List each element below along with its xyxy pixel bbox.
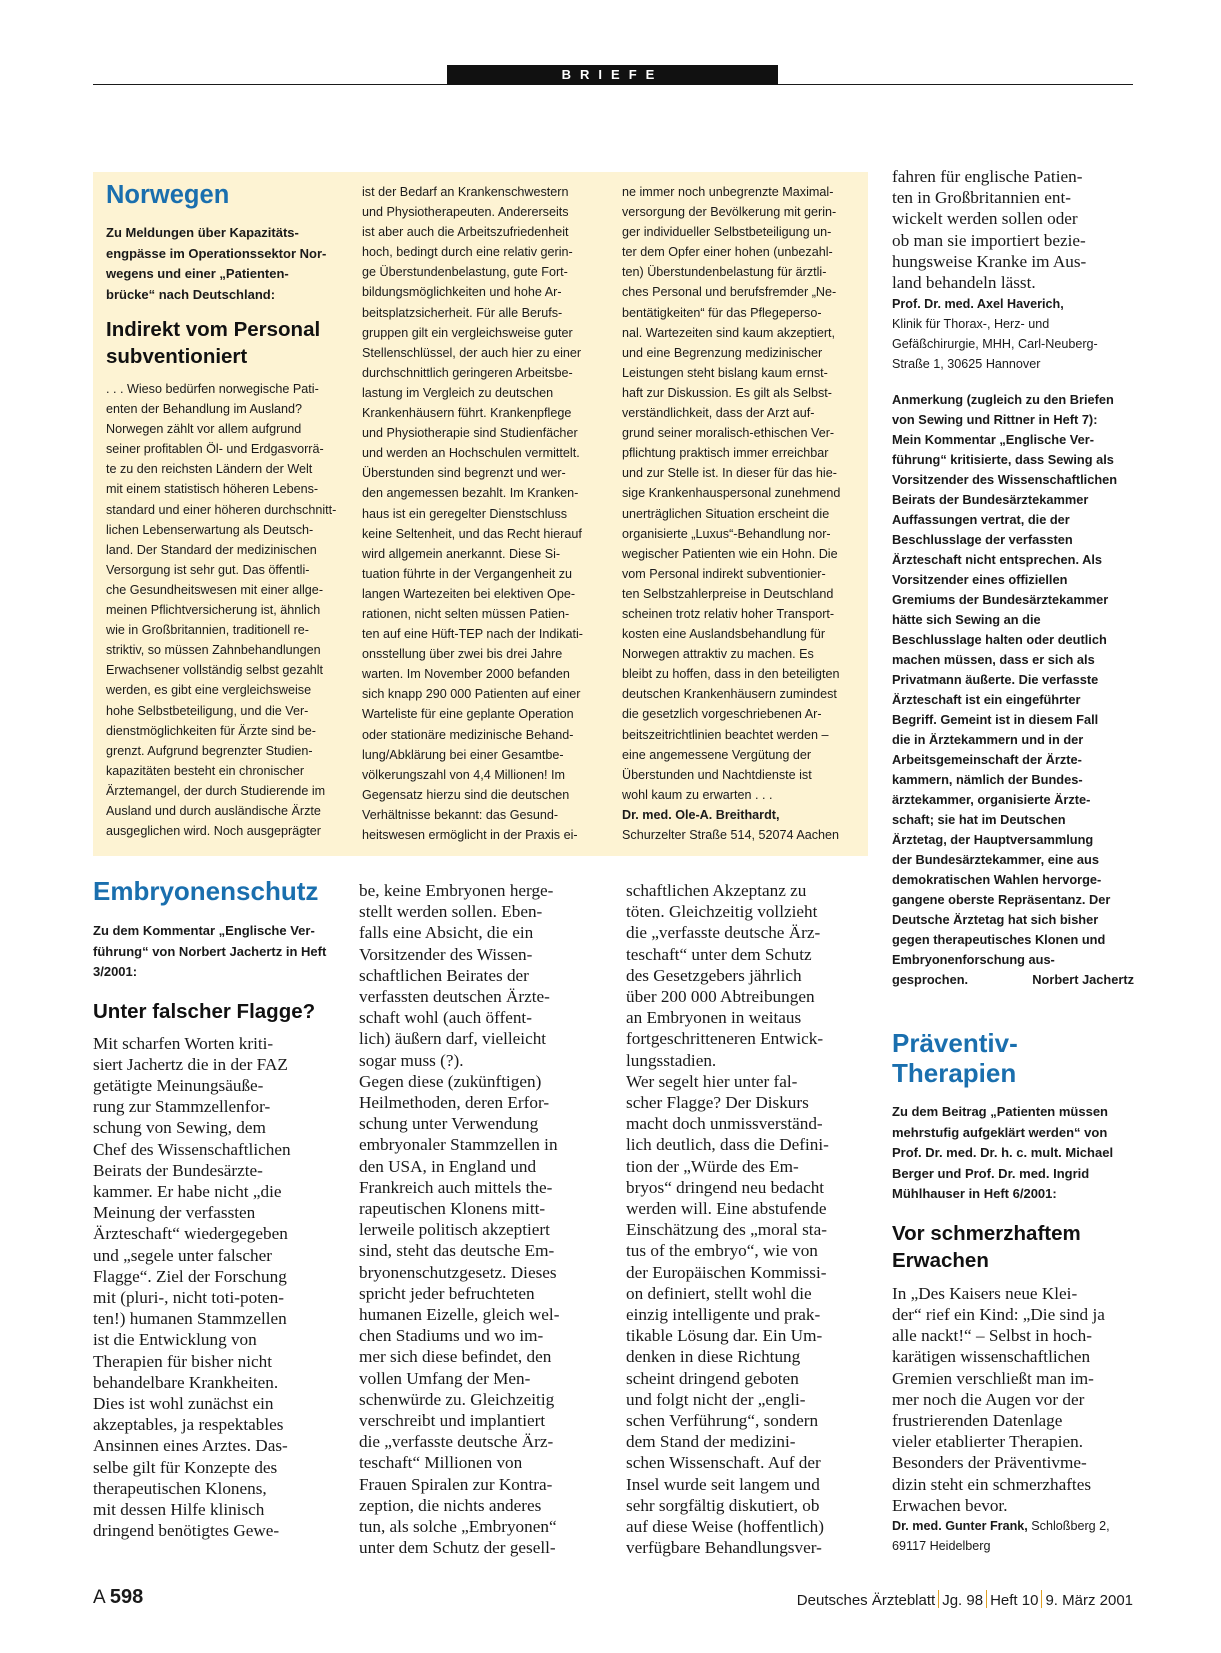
right-column bbox=[892, 166, 1134, 1556]
norwegen-headline: Indirekt vom Personal subventioniert bbox=[106, 318, 321, 368]
norwegen-intro: Zu Meldungen über Kapazitäts- engpässe im Operationssektor Nor- wegens und einer „Patienten- brücke“ nach Deutschland: bbox=[106, 225, 327, 302]
norwegen-signature bbox=[622, 805, 857, 845]
journal-issue: Heft 10 bbox=[990, 1592, 1039, 1609]
journal-volume: Jg. 98 bbox=[942, 1592, 984, 1609]
embryo-text-3: schaftlichen Akzeptanz zu töten. Gleichzeitig vollzieht die „verfasste deutsche Ärz- teschaft“ unter dem Schutz des Gesetzgebers jährlich über 200 000 Abtreibungen an Embryonen in weitaus fortgeschritteneren Entwick- lungsstadien. Wer segelt hier unter fal- scher Flagge? Der Diskurs macht doch unmissverständ- lich deutlich, dass die Defini- tion der „Würde des Em- bryos“ dringend neu bedacht werden will. Eine abstufende Einschätzung des „moral sta- tus of the embryo“, wie von der Europäischen Kommissi- on definiert, stellt wohl die einzig intelligente und prak- tikable Lösung dar. Ein Um- denken in diese Richtung scheint dringend geboten und folgt nicht der „engli- schen Verführung“, sondern dem Stand der medizini- schen Wissenschaft. Auf der Insel wurde seit langem und sehr sorgfältig diskutiert, ob auf diese Weise (hoffentlich) verfügbare Behandlungsver- bbox=[626, 881, 829, 1558]
norwegen-author: Dr. med. Ole-A. Breithardt, bbox=[622, 807, 780, 822]
norwegen-text-3: ne immer noch unbegrenzte Maximal- versorgung der Bevölkerung mit gerin- ger individueller Selbstbeteiligung un- ter dem Opfer einer hohen (unbezahl- ten) Überstundenbelastung für ärztli- ches Personal und berufsfremder „Ne- bentätigkeiten“ für das Pflegeperso- nal. Wartezeiten sind kaum akzeptiert, und eine Begrenzung medizinischer Leistungen steht bislang kaum ernst- haft zur Diskussion. Es gilt als Selbst- verständlichkeit, dass der Arzt auf- grund seiner moralisch-ethischen Ver- pflichtung praktisch immer erreichbar und zur Stelle ist. In dieser für das hie- sige Krankenhauspersonal zunehmend unerträglichen Situation erscheint die organisierte „Luxus“-Behandlung nor- wegischer Patienten wie ein Hohn. Die vom Personal indirekt subventionier- ten Selbstzahlerpreise in Deutschland scheinen trotz relativ hoher Transport- kosten eine Auslandsbehandlung für Norwegen attraktiv zu machen. Es bleibt zu hoffen, dass in den beteiligten deutschen Krankenhäusern zumindest die gesetzlich vorgeschriebenen Ar- beitszeitrichtlinien beachtet werden – eine angemessene Vergütung der Überstunden und Nachtdienste ist wohl kaum zu erwarten . . . bbox=[622, 185, 841, 802]
haverich-author: Prof. Dr. med. Axel Haverich, bbox=[892, 297, 1064, 312]
embryo-column-2 bbox=[359, 880, 599, 1559]
footer-separator bbox=[1041, 1590, 1042, 1608]
norwegen-column-3 bbox=[622, 182, 857, 845]
footer-separator bbox=[986, 1590, 987, 1608]
haverich-signature bbox=[892, 294, 1134, 374]
embryo-headline: Unter falscher Flagge? bbox=[93, 999, 316, 1023]
norwegen-text-2: ist der Bedarf an Krankenschwestern und Physiotherapeuten. Andererseits ist aber auch die Arbeitszufriedenheit hoch, bedingt durch eine relativ gerin- ge Überstundenbelastung, gute Fort- bildungsmöglichkeiten und hohe Ar- beitsplatzsicherheit. Für alle Berufs- gruppen gilt ein vergleichsweise guter Stellenschlüssel, der auch hier zu einer durchschnittlich geringeren Arbeitsbe- lastung im Vergleich zu deutschen Krankenhäusern führt. Krankenpflege und Physiotherapie sind Studienfächer und werden an Hochschulen vermittelt. Überstunden sind begrenzt und wer- den angemessen bezahlt. Im Kranken- haus ist ein geregelter Dienstschluss keine Seltenheit, und das Recht hierauf wird allgemein anerkannt. Diese Si- tuation führte in der Vergangenheit zu langen Wartezeiten bei elektiven Ope- rationen, nicht selten müssen Patien- ten auf eine Hüft-TEP nach der Indikati- onsstellung über zwei bis drei Jahre warten. Im November 2000 befanden sich knapp 290 000 Patienten auf einer Warteliste für eine geplante Operation oder stationäre medizinische Behand- lung/Abklärung bei einer Gesamtbe- völkerungszahl von 4,4 Millionen! Im Gegensatz hierzu sind die deutschen Verhältnisse bekannt: das Gesund- heitswesen ermöglicht in der Praxis ei- bbox=[362, 185, 583, 842]
embryo-column-3 bbox=[626, 880, 866, 1559]
praev-address: Schloßberg 2, 69117 Heidelberg bbox=[892, 1518, 1110, 1553]
haverich-address: Klinik für Thorax-, Herz- und Gefäßchirurgie, MHH, Carl-Neuberg- Straße 1, 30625 Hannover bbox=[892, 317, 1098, 372]
embryo-text-1: Mit scharfen Worten kriti- siert Jachertz die in der FAZ getätigte Meinungsäuße- rung zur Stammzellenfor- schung von Sewing, dem Chef des Wissenschaftlichen Beirats der Bundesärzte- kammer. Er habe nicht „die Meinung der verfassten Ärzteschaft“ wiedergegeben und „segele unter falscher Flagge“. Ziel der Forschung mit (pluri-, nicht toti-poten- ten!) humanen Stammzellen ist die Entwicklung von Therapien für bisher nicht behandelbare Krankheiten. Dies ist wohl zunächst ein akzeptables, ja respektables Ansinnen eines Arztes. Das- selbe gilt für Konzepte des therapeutischen Klonens, mit dessen Hilfe klinisch dringend benötigtes Gewe- bbox=[93, 1033, 291, 1541]
letter-continuation: fahren für englische Patien- ten in Großbritannien ent- wickelt werden sollen oder ob man sie importiert bezie- hungsweise Kranke im Aus- land behandeln lässt. bbox=[892, 167, 1087, 293]
journal-info bbox=[797, 1590, 1133, 1609]
praev-title: Präventiv-Therapien bbox=[892, 1028, 1018, 1089]
norwegen-address: Schurzelter Straße 514, 52074 Aachen bbox=[622, 827, 840, 842]
praev-intro: Zu dem Beitrag „Patienten müssen mehrstufig aufgeklärt werden“ von Prof. Dr. med. Dr. h. c. mult. Michael Berger und Prof. Dr. med. Ingrid Mühlhauser in Heft 6/2001: bbox=[892, 1104, 1114, 1202]
praev-author: Dr. med. Gunter Frank, bbox=[892, 1518, 1028, 1533]
page-number bbox=[93, 1586, 143, 1609]
embryo-text-2: be, keine Embryonen herge- stellt werden sollen. Eben- falls eine Absicht, die ein Vorsitzender des Wissen- schaftlichen Beirates der verfassten deutschen Ärzte- schaft wohl (auch öffent- lich) äußern darf, vielleicht sogar muss (?). Gegen diese (zukünftigen) Heilmethoden, deren Erfor- schung unter Verwendung embryonaler Stammzellen in den USA, in England und Frankreich auch mittels the- rapeutischen Klonens mitt- lerweile politisch akzeptiert sind, steht das deutsche Em- bryonenschutzgesetz. Dieses spricht jeder befruchteten humanen Eizelle, gleich wel- chen Stadiums und wo im- mer sich diese befindet, den vollen Umfang der Men- schenwürde zu. Gleichzeitig verschreibt und implantiert die „verfasste deutsche Ärz- teschaft“ Millionen von Frauen Spiralen zur Kontra- zeption, die nichts anderes tun, als solche „Embryonen“ unter dem Schutz der gesell- bbox=[359, 881, 560, 1558]
editor-note-signature: Norbert Jachertz bbox=[1032, 972, 1134, 988]
norwegen-title: Norwegen bbox=[106, 181, 230, 209]
journal-date: 9. März 2001 bbox=[1045, 1592, 1133, 1609]
editor-note: Anmerkung (zugleich zu den Briefen von Sewing und Rittner in Heft 7): Mein Kommentar „Englische Ver- führung“ kritisierte, dass Sewing als Vorsitzender des Wissenschaftlichen Beirats der Bundesärztekammer Auffassungen vertrat, die der Beschlusslage der verfassten Ärzteschaft nicht entsprechen. Als Vorsitzender eines offiziellen Gremiums der Bundesärztekammer hätte sich Sewing an die Beschlusslage halten oder deutlich machen müssen, dass er sich als Privatmann äußerte. Die verfasste Ärzteschaft ist ein eingeführter Begriff. Gemeint ist in diesem Fall die in Ärztekammern und in der Arbeitsgemeinschaft der Ärzte- kammern, nämlich der Bundes- ärztekammer, organisierte Ärzte- schaft; sie hat im Deutschen Ärztetag, der Hauptversammlung der Bundesärztekammer, eine aus demokratischen Wahlen hervorge- gangene oberste Repräsentanz. Der Deutsche Ärztetag hat sich bisher gegen therapeutisches Klonen und Embryonenforschung aus- gesprochen. bbox=[892, 392, 1118, 988]
journal-name: Deutsches Ärzteblatt bbox=[796, 1592, 936, 1609]
embryo-title: Embryonenschutz bbox=[93, 876, 319, 906]
praev-text: In „Des Kaisers neue Klei- der“ rief ein Kind: „Die sind ja alle nackt!“ – Selbst in hoch- karätigen wissenschaftlichen Gremien verschließt man im- mer noch die Augen vor der frustrierenden Datenlage vieler etablierter Therapien. Besonders der Präventivme- dizin steht ein schmerzhaftes Erwachen bevor. bbox=[892, 1283, 1105, 1515]
page-num: 598 bbox=[109, 1586, 144, 1608]
norwegen-column-1 bbox=[106, 180, 338, 841]
praev-signature bbox=[892, 1516, 1134, 1556]
footer-separator bbox=[938, 1590, 939, 1608]
embryo-column-1 bbox=[93, 876, 343, 1541]
page-prefix: A bbox=[93, 1587, 105, 1608]
norwegen-text-1: . . . Wieso bedürfen norwegische Pati- enten der Behandlung im Ausland? Norwegen zählt vor allem aufgrund seiner profitablen Öl- und Erdgasvorrä- te zu den reichsten Ländern der Welt mit einem statistisch höheren Lebens- standard und einer höheren durchschnitt- lichen Lebenserwartung als Deutsch- land. Der Standard der medizinischen Versorgung ist sehr gut. Das öffentli- che Gesundheitswesen mit einer allge- meinen Pflichtversicherung ist, ähnlich wie in Großbritannien, traditionell re- striktiv, so müssen Zahnbehandlungen Erwachsener vollständig selbst gezahlt werden, es gibt eine vergleichsweise hohe Selbstbeteiligung, und die Ver- dienstmöglichkeiten für Ärzte sind be- grenzt. Aufgrund begrenzter Studien- kapazitäten besteht ein chronischer Ärztemangel, der durch Studierende im Ausland und durch ausländische Ärzte ausgeglichen wird. Noch ausgeprägter bbox=[106, 382, 337, 839]
norwegen-column-2 bbox=[362, 182, 594, 845]
praev-headline: Vor schmerzhaftem Erwachen bbox=[892, 1221, 1081, 1272]
section-label: BRIEFE bbox=[447, 65, 778, 85]
embryo-intro: Zu dem Kommentar „Englische Ver- führung“ von Norbert Jachertz in Heft 3/2001: bbox=[93, 923, 327, 979]
